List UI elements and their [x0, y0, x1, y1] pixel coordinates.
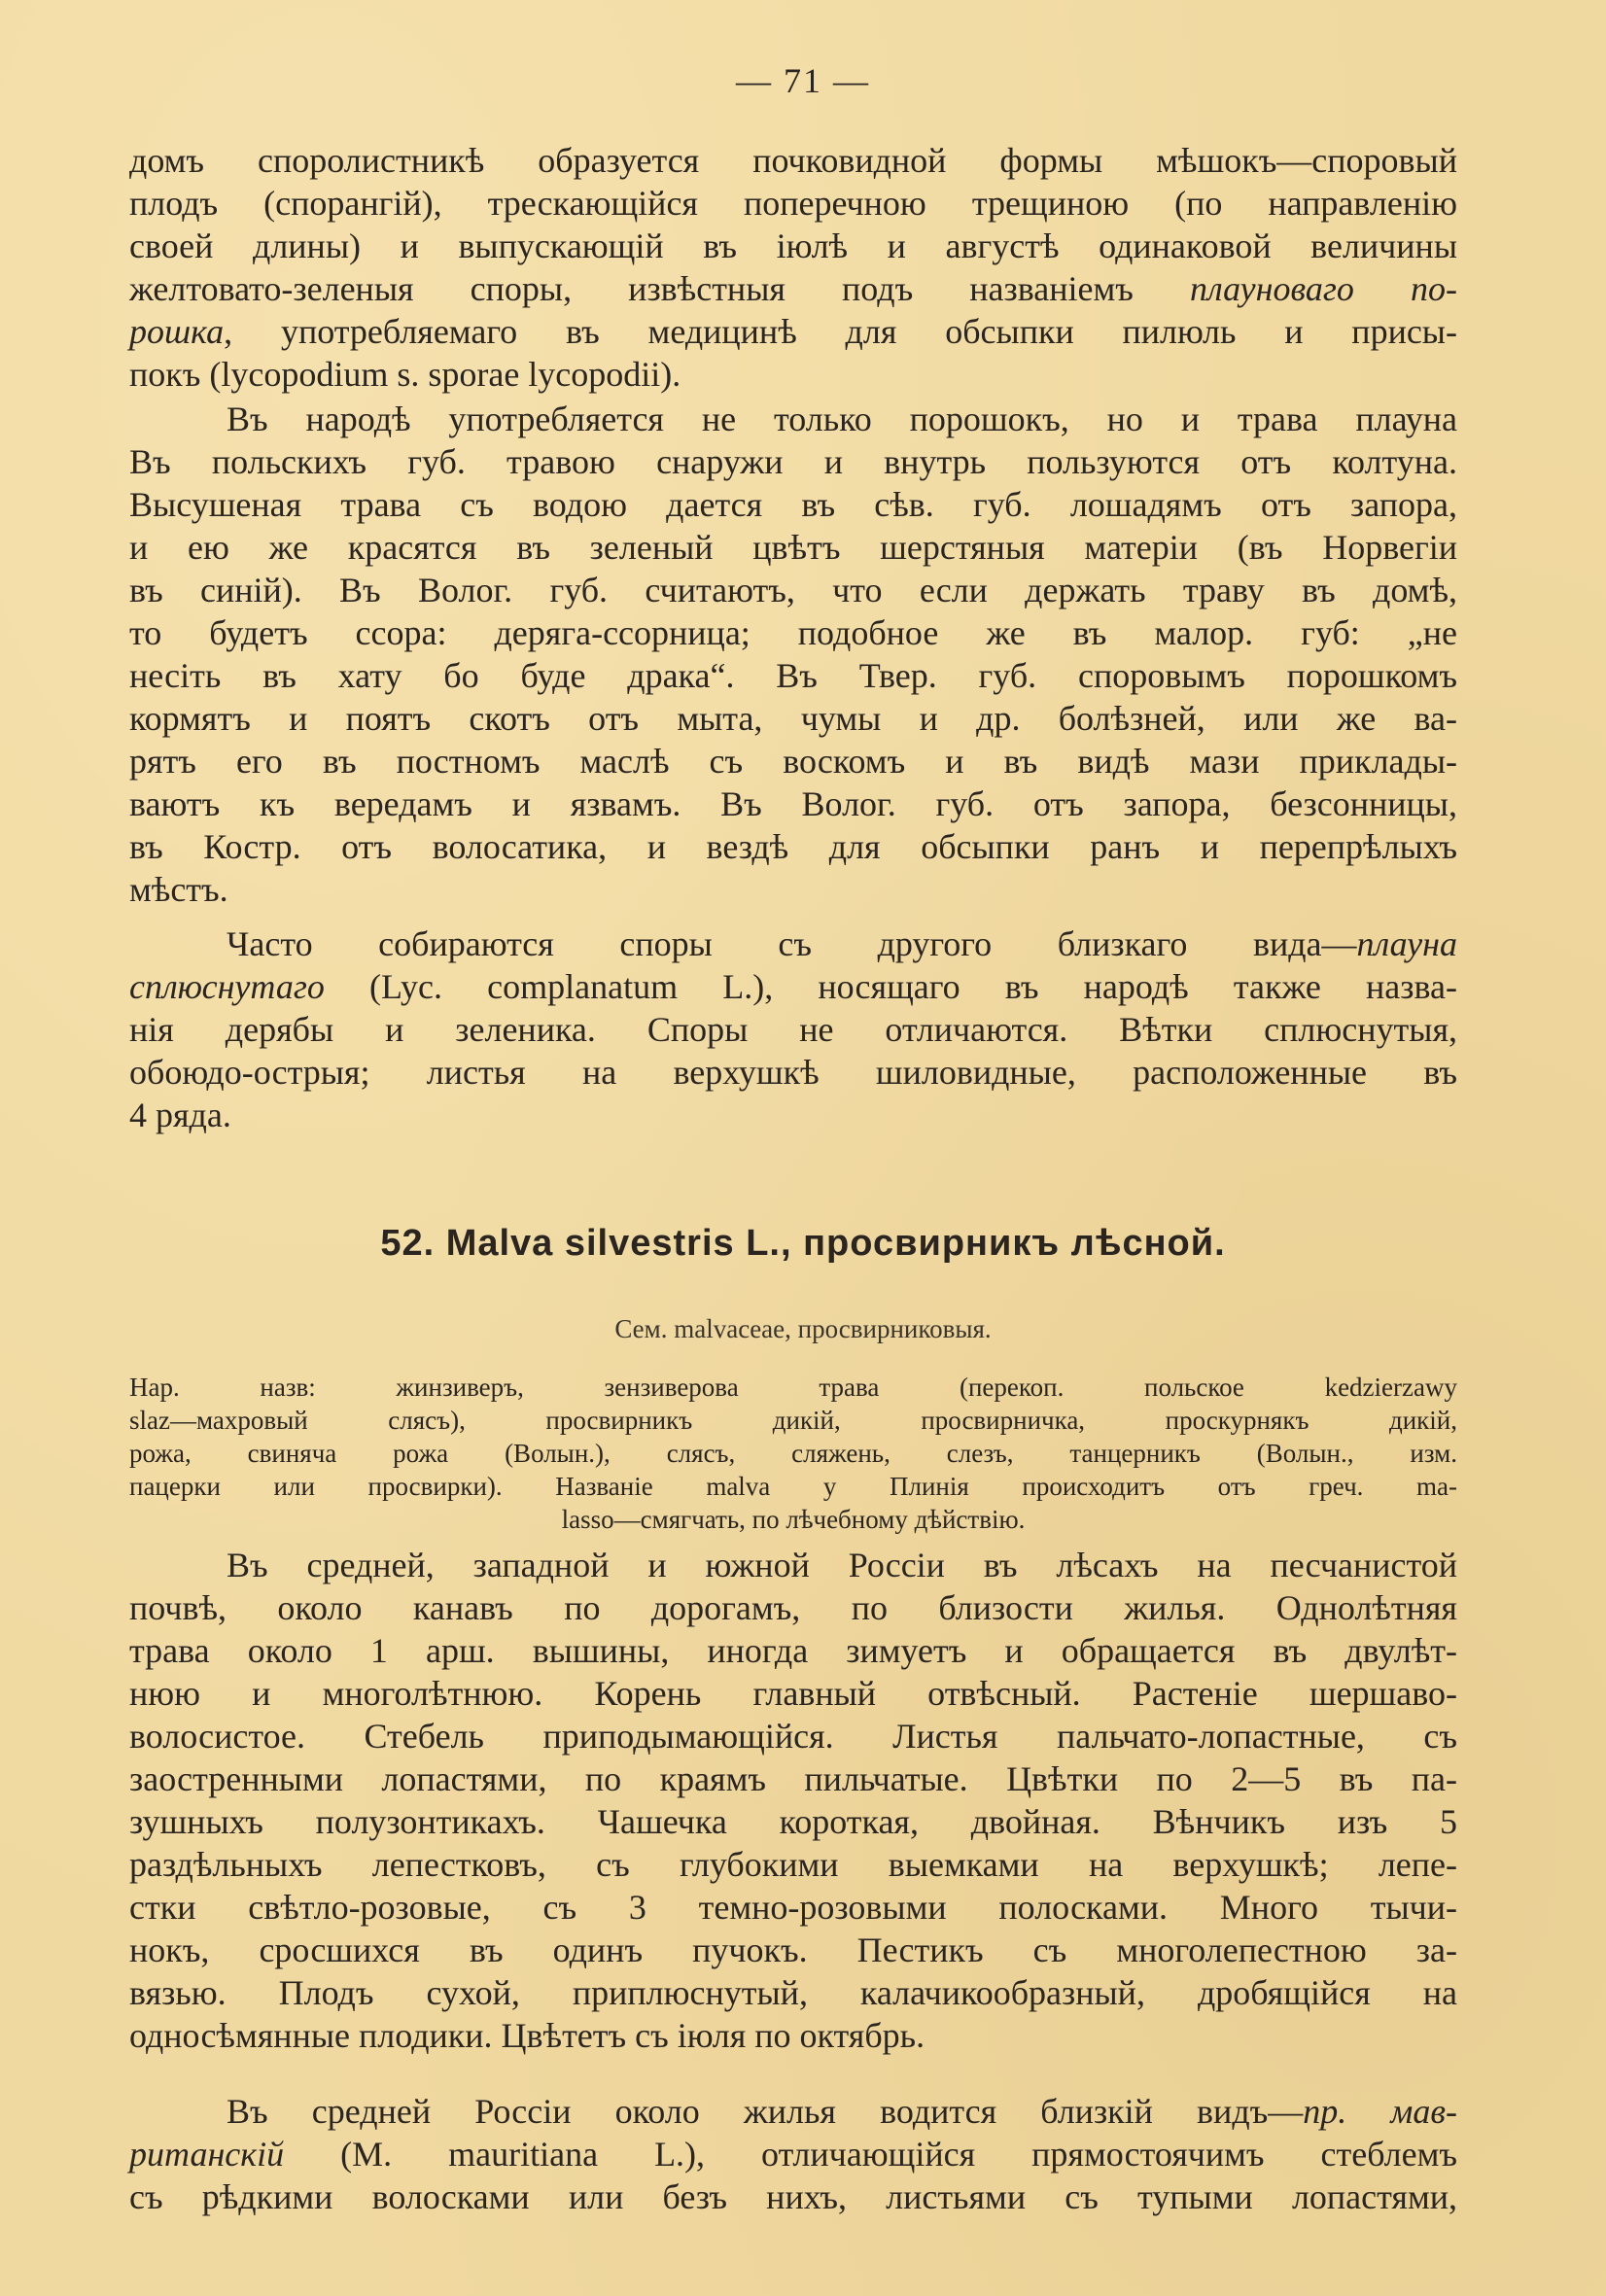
text-line: Нар. назв: жинзиверъ, зензиверова трава (перекоп. польское kedzierzawy: [129, 1373, 1457, 1402]
text-line: [129, 965, 1457, 1008]
text-line: Высушеная трава съ водою дается въ сѣв. губ. лошадямъ отъ запора,: [129, 485, 1457, 524]
text-line: то будетъ ссора: деряга-ссорница; подобное же въ малор. губ: „не: [129, 613, 1457, 652]
text-line: [129, 2090, 1457, 2133]
text-line: зушныхъ полузонтикахъ. Чашечка короткая, двойная. Вѣнчикъ изъ 5: [129, 1802, 1457, 1841]
text-line: раздѣльныхъ лепестковъ, съ глубокими выемками на верхушкѣ; лепе-: [129, 1845, 1457, 1884]
text-fragment: желтовато-зеленыя споры, извѣстныя подъ названіемъ: [129, 269, 1190, 308]
italic-term: плауна: [1356, 924, 1457, 963]
text-fragment: Въ средней Россіи около жилья водится близкій видъ—: [227, 2092, 1304, 2131]
text-line: кормятъ и поятъ скотъ отъ мыта, чумы и др. болѣзней, или же ва-: [129, 699, 1457, 738]
paragraph-related-species: [129, 922, 1457, 1136]
text-line: плодъ (спорангій), трескающійся поперечною трещиною (по направленію: [129, 184, 1457, 223]
text-fragment: (Lyc. complanatum L.), носящаго въ народѣ также назва-: [324, 967, 1457, 1006]
paragraph-description: [129, 1544, 1457, 2057]
text-line: своей длины) и выпускающій въ іюлѣ и августѣ одинаковой величины: [129, 226, 1457, 265]
text-line: волосистое. Стебель приподымающійся. Листья пальчато-лопастные, съ: [129, 1717, 1457, 1756]
text-line: вязью. Плодъ сухой, приплюснутый, калачикообразный, дробящійся на: [129, 1973, 1457, 2012]
text-line: почвѣ, около канавъ по дорогамъ, по близости жилья. Однолѣтняя: [129, 1588, 1457, 1627]
paragraph-mauritian: [129, 2090, 1457, 2218]
text-fragment: , употребляемаго въ медицинѣ для обсыпки пилюль и присы-: [224, 312, 1457, 351]
italic-term: рошка: [129, 312, 225, 351]
family-line: Сем. malvaceae, просвирниковыя.: [614, 1314, 992, 1343]
text-line: въ Костр. отъ волосатика, и вездѣ для обсыпки ранъ и перепрѣлыхъ: [129, 827, 1457, 866]
italic-term: сплюснутаго: [129, 967, 325, 1006]
text-line: рожа, свиняча рожа (Волын.), слясъ, сляжень, слезъ, танцерникъ (Волын., изм.: [129, 1439, 1457, 1468]
text-line: нюю и многолѣтнюю. Корень главный отвѣсный. Растеніе шершаво-: [129, 1674, 1457, 1713]
italic-term: пр. мав-: [1303, 2092, 1457, 2131]
text-line: slaz—махровый слясъ), просвирникъ дикій, просвирничка, проскурнякъ дикій,: [129, 1406, 1457, 1435]
text-line: [129, 2133, 1457, 2175]
italic-term: плауноваго по-: [1189, 269, 1457, 308]
text-line: мѣстъ.: [129, 870, 228, 909]
text-line: нія дерябы и зеленика. Споры не отличаются. Вѣтки сплюснутыя,: [129, 1010, 1457, 1049]
section-title: 52. Malva silvestris L., просвирникъ лѣсной.: [380, 1223, 1226, 1264]
text-line: lasso—смягчать, по лѣчебному дѣйствію.: [561, 1505, 1026, 1534]
text-line: [129, 267, 1457, 310]
paragraph-folk-use: [129, 398, 1457, 911]
text-line: пацерки или просвирки). Названіе malva у Плинія происходитъ отъ греч. ma-: [129, 1472, 1457, 1501]
paragraph-spores: [129, 139, 1457, 396]
text-line: [129, 922, 1457, 965]
text-fragment: (M. mauritiana L.), отличающійся прямостоячимъ стеблемъ: [284, 2135, 1457, 2174]
text-line: Въ народѣ употребляется не только порошокъ, но и трава плауна: [227, 400, 1457, 438]
text-line: нокъ, сросшихся въ одинъ пучокъ. Пестикъ съ многолепестною за-: [129, 1931, 1457, 1969]
italic-term: ританскій: [129, 2135, 285, 2174]
page-number: — 71 —: [736, 61, 870, 100]
text-line: [129, 310, 1457, 353]
text-line: 4 ряда.: [129, 1096, 231, 1134]
text-line: Въ польскихъ губ. травою снаружи и внутрь пользуются отъ колтуна.: [129, 442, 1457, 481]
text-fragment: Часто собираются споры съ другого близкаго вида—: [227, 924, 1357, 963]
text-line: въ синій). Въ Волог. губ. считаютъ, что если держать траву въ домѣ,: [129, 571, 1457, 609]
text-line: ваютъ къ вередамъ и язвамъ. Въ Волог. губ. отъ запора, безсонницы,: [129, 784, 1457, 823]
text-line: односѣмянные плодики. Цвѣтетъ съ іюля по октябрь.: [129, 2016, 925, 2055]
text-line: и ею же красятся въ зеленый цвѣтъ шерстяныя матеріи (въ Норвегіи: [129, 528, 1457, 567]
text-line: несіть въ хату бо буде драка“. Въ Твер. губ. споровымъ порошкомъ: [129, 656, 1457, 695]
text-line: съ рѣдкими волосками или безъ нихъ, листьями съ тупыми лопастями,: [129, 2177, 1457, 2216]
text-line: домъ споролистникѣ образуется почковидной формы мѣшокъ—споровый: [129, 141, 1457, 180]
text-line: обоюдо-острыя; листья на верхушкѣ шиловидные, расположенные въ: [129, 1053, 1457, 1092]
folk-names-block: [129, 1371, 1457, 1536]
text-line: рятъ его въ постномъ маслѣ съ воскомъ и въ видѣ мази приклады-: [129, 742, 1457, 781]
text-line: Въ средней, западной и южной Россіи въ лѣсахъ на песчанистой: [227, 1546, 1457, 1584]
text-line: стки свѣтло-розовые, съ 3 темно-розовыми полосками. Много тычи-: [129, 1888, 1457, 1927]
text-line: заостренными лопастями, по краямъ пильчатые. Цвѣтки по 2—5 въ па-: [129, 1759, 1457, 1798]
text-line: покъ (lycopodium s. sporae lycopodii).: [129, 355, 681, 394]
text-line: трава около 1 арш. вышины, иногда зимуетъ и обращается въ двулѣт-: [129, 1631, 1457, 1670]
